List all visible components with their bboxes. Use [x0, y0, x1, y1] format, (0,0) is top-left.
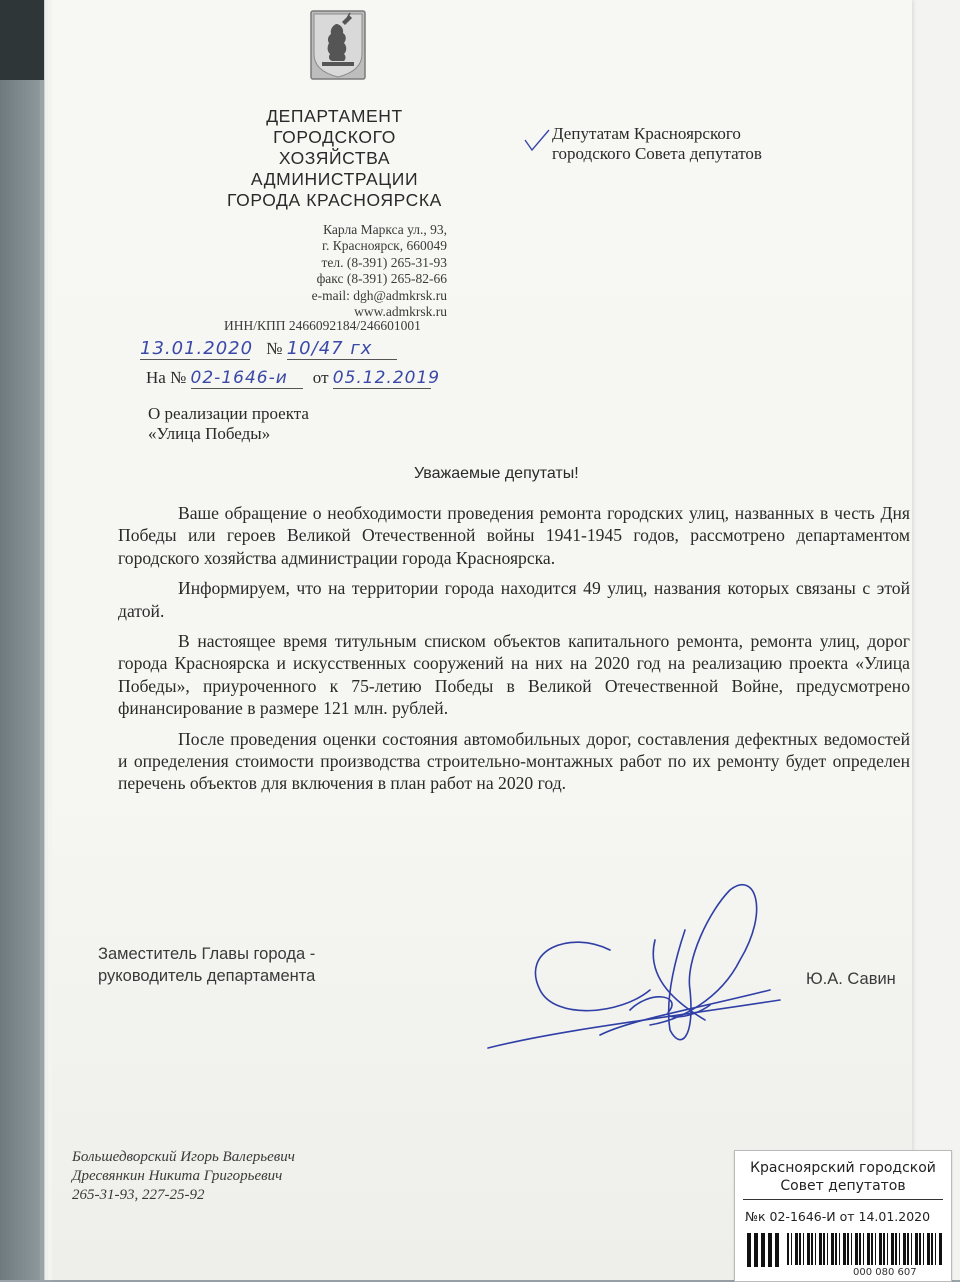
handwritten-signature	[480, 870, 790, 1070]
department-address	[222, 222, 447, 320]
executor-name: Дресвянкин Никита Григорьевич	[72, 1168, 283, 1184]
outgoing-number: 10/47 гх	[287, 338, 397, 360]
recipient-line: Депутатам Красноярского	[552, 124, 741, 143]
executor-name: Большедворский Игорь Валерьевич	[72, 1149, 295, 1165]
incoming-registration-stamp	[734, 1150, 952, 1282]
recipient	[552, 124, 762, 164]
signer-title-line: Заместитель Главы города -	[98, 945, 316, 963]
letter-subject	[148, 404, 309, 444]
body-paragraph: В настоящее время титульным списком объектов капитального ремонта, ремонта улиц, дорог города Красноярска и искусственных сооружений на них на 2020 год на реализацию проекта «Улица Победы», приуроченного к 75-летию Победы в Великой Отечественной Войне, предусмотрено финансирование в размере 121 млн. рублей.	[118, 631, 910, 719]
stamp-registration-number: №к 02-1646-И от 14.01.2020	[745, 1209, 931, 1224]
stamp-organization	[735, 1159, 951, 1195]
fax-line: факс (8-391) 265-82-66	[316, 271, 447, 287]
subject-line: «Улица Победы»	[148, 424, 271, 443]
coat-of-arms-icon	[310, 10, 366, 80]
letter-body	[118, 502, 910, 803]
body-paragraph: После проведения оценки состояния автомобильных дорог, составления дефектных ведомостей и определения стоимости производства строительно-монтажных работ по их ремонту будет определен перечень объектов для включения в план работ на 2020 год.	[118, 728, 910, 794]
qr-code-icon	[747, 1233, 781, 1267]
greeting: Уважаемые депутаты!	[414, 465, 579, 482]
checkmark-icon	[522, 128, 552, 154]
department-line: ДЕПАРТАМЕНТ	[266, 106, 403, 126]
signer-name: Ю.А. Савин	[806, 970, 896, 988]
reply-date: 05.12.2019	[332, 368, 441, 388]
department-name	[202, 106, 467, 211]
signer-title-line: руководитель департамента	[98, 967, 316, 985]
executors	[72, 1148, 295, 1205]
subject-line: О реализации проекта	[148, 404, 309, 423]
background-left	[0, 0, 40, 1280]
reply-reference	[146, 368, 446, 389]
stamp-org-line: Красноярский городской	[750, 1160, 936, 1176]
executor-phones: 265-31-93, 227-25-92	[72, 1187, 205, 1203]
recipient-line: городского Совета депутатов	[552, 144, 762, 163]
stamp-org-line: Совет депутатов	[780, 1178, 906, 1194]
address-line: Карла Маркса ул., 93,	[323, 222, 447, 237]
website-line: www.admkrsk.ru	[354, 304, 447, 320]
department-line: ГОРОДА КРАСНОЯРСКА	[227, 190, 442, 210]
barcode-icon	[787, 1233, 943, 1265]
outgoing-registration	[140, 338, 420, 360]
barcode-number: 000 080 607	[853, 1267, 917, 1278]
stamp-divider	[743, 1199, 943, 1200]
reply-label: На №	[146, 368, 187, 387]
department-line: ХОЗЯЙСТВА	[278, 148, 391, 168]
inn-kpp: ИНН/КПП 2466092184/246601001	[224, 318, 421, 333]
letter-page	[52, 0, 912, 1280]
reply-number: 02-1646-и	[191, 368, 303, 389]
phone-line: тел. (8-391) 265-31-93	[321, 254, 447, 270]
department-line: АДМИНИСТРАЦИИ	[250, 169, 419, 189]
signer-title	[98, 943, 315, 987]
number-label: №	[266, 339, 283, 358]
body-paragraph: Информируем, что на территории города находится 49 улиц, названия которых связаны с этой датой.	[118, 578, 910, 621]
reply-from-label: от	[312, 368, 329, 387]
department-line: ГОРОДСКОГО	[273, 127, 396, 147]
body-paragraph: Ваше обращение о необходимости проведения ремонта городских улиц, названных в честь Дня Победы или героев Великой Отечественной войны 1941-1945 годов, рассмотрено департаментом городского хозяйства администрации города Красноярска.	[118, 503, 910, 568]
email-line: e-mail: dgh@admkrsk.ru	[311, 287, 447, 303]
outgoing-date: 13.01.2020	[140, 338, 254, 359]
address-line: г. Красноярск, 660049	[322, 238, 447, 254]
